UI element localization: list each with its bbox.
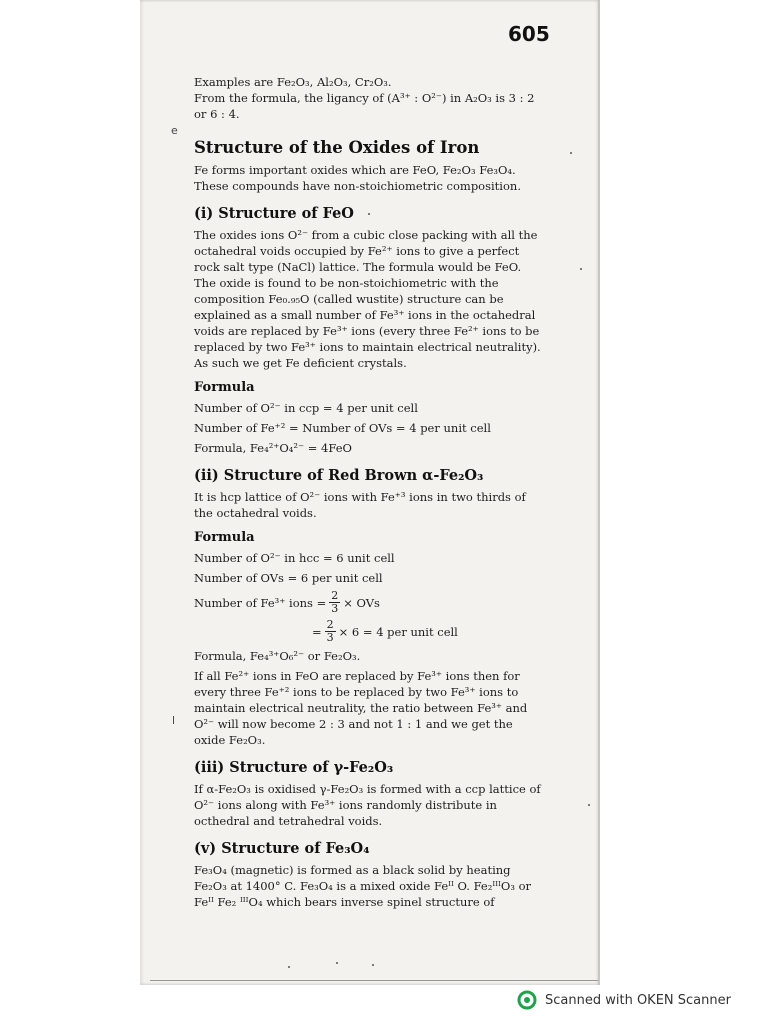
gamma-text: If α-Fe₂O₃ is oxidised γ-Fe₂O₃ is formed with a ccp lattice of O²⁻ ions along with Fe³⁺ ions randomly distribute in octhedral and tetrahedral voids. <box>194 782 541 828</box>
oxides-text: Fe forms important oxides which are FeO, Fe₂O₃ Fe₃O₄. These compounds have non-stoichiometric composition. <box>194 163 521 193</box>
scanner-watermark-text: Scanned with OKEN Scanner <box>545 992 731 1008</box>
fe3-ions-prefix: Number of Fe³⁺ ions = <box>194 595 327 610</box>
fraction-denominator: 3 <box>331 602 339 615</box>
scan-speck <box>372 964 374 966</box>
gamma-heading: (iii) Structure of γ-Fe₂O₃ <box>194 759 394 776</box>
feo-formula-line: Number of Fe⁺² = Number of OVs = 4 per unit cell <box>194 421 491 435</box>
fraction-denominator: 3 <box>326 631 334 644</box>
page-content <box>194 74 544 914</box>
scan-speck <box>580 268 582 270</box>
fe3-ions-result-row <box>312 619 544 644</box>
fe2o3-paragraph: If all Fe²⁺ ions in FeO are replaced by Fe³⁺ ions then for every three Fe⁺² ions to be replaced by two Fe³⁺ ions to maintain electrical neutrality, the ratio between Fe³⁺ and O²⁻ will now become 2 : 3 and not 1 : 1 and we get the oxide Fe₂O₃. <box>194 669 528 747</box>
fraction-numerator: 2 <box>326 618 334 631</box>
scanner-logo-icon <box>517 990 537 1010</box>
feo-formula-line: Number of O²⁻ in ccp = 4 per unit cell <box>194 401 418 415</box>
scan-speck <box>588 804 590 806</box>
feo-formula-line: Formula, Fe₄²⁺O₄²⁻ = 4FeO <box>194 441 352 455</box>
fe3o4-heading: (v) Structure of Fe₃O₄ <box>194 840 370 857</box>
fe3-ions-row <box>194 590 544 615</box>
result-suffix: × 6 = 4 per unit cell <box>338 624 458 639</box>
fe2o3-text: It is hcp lattice of O²⁻ ions with Fe⁺³ ions in two thirds of the octahedral voids. <box>194 490 526 520</box>
scan-speck <box>336 962 338 964</box>
examples-line: Examples are Fe₂O₃, Al₂O₃, Cr₂O₃. <box>194 75 392 89</box>
scanner-watermark <box>517 990 731 1010</box>
feo-formula-heading: Formula <box>194 380 255 395</box>
bottom-rule <box>150 980 598 981</box>
margin-mark-top: e <box>171 124 178 137</box>
fraction <box>325 619 336 644</box>
fe2o3-formula-result: Formula, Fe₄³⁺O₆²⁻ or Fe₂O₃. <box>194 649 361 663</box>
page-number: 605 <box>508 22 550 46</box>
fe2o3-heading: (ii) Structure of Red Brown α-Fe₂O₃ <box>194 467 484 484</box>
feo-heading: (i) Structure of FeO <box>194 205 354 222</box>
result-prefix: = <box>312 624 322 639</box>
scan-speck <box>570 152 572 154</box>
fe3o4-text: Fe₃O₄ (magnetic) is formed as a black solid by heating Fe₂O₃ at 1400° C. Fe₃O₄ is a mixed oxide Feᴵᴵ O. Fe₂ᴵᴵᴵO₃ or Feᴵᴵ Fe₂ ᴵᴵᴵO₄ which bears inverse spinel structure of <box>194 863 532 909</box>
margin-mark-bottom: l <box>172 714 176 727</box>
ligancy-line: From the formula, the ligancy of (A³⁺ : O²⁻) in A₂O₃ is 3 : 2 or 6 : 4. <box>194 91 535 121</box>
fe2o3-formula-line: Number of O²⁻ in hcc = 6 unit cell <box>194 551 395 565</box>
fe3-ions-suffix: × OVs <box>343 595 380 610</box>
oxides-heading: Structure of the Oxides of Iron <box>194 138 480 157</box>
fe2o3-formula-heading: Formula <box>194 530 255 545</box>
fraction <box>329 590 340 615</box>
feo-text: The oxides ions O²⁻ from a cubic close packing with all the octahedral voids occupied by Fe²⁺ ions to give a perfect rock salt type (NaCl) lattice. The formula would be FeO. The oxide is found to be non-stoichiometric with the composition Fe₀.₉₅O (called wustite) structure can be explained as a small number of Fe³⁺ ions in the octahedral voids are replaced by Fe³⁺ ions (every three Fe²⁺ ions to be replaced by two Fe³⁺ ions to maintain electrical neutrality). As such we get Fe deficient crystals. <box>194 228 541 370</box>
scan-speck <box>288 966 290 968</box>
page-spine-shadow <box>598 0 600 985</box>
fraction-numerator: 2 <box>331 589 339 602</box>
fe2o3-formula-line: Number of OVs = 6 per unit cell <box>194 571 383 585</box>
